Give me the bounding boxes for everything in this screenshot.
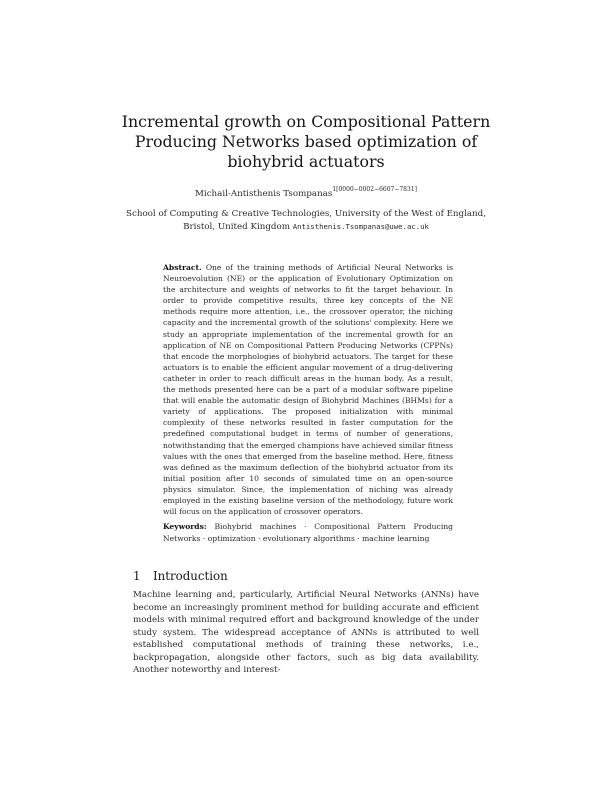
author-email: Antisthenis.Tsompanas@uwe.ac.uk: [292, 221, 429, 231]
keywords: [163, 521, 453, 544]
affiliation-text: School of Computing & Creative Technologies, University of the West of England, Bristol, United Kingdom: [126, 209, 486, 232]
keywords-text: Biohybrid machines · Compositional Pattern Producing Networks · optimization · evolutionary algorithms · machine learning: [163, 522, 453, 543]
keywords-label: Keywords:: [163, 522, 207, 531]
author-line: [120, 185, 492, 200]
abstract: [163, 262, 453, 517]
intro-paragraph: Machine learning and, particularly, Artificial Neural Networks (ANNs) have become an increasingly prominent method for building accurate and efficient models with minimal required effort and background knowledge of the under study system. The widespread acceptance of ANNs is attributed to well established computational methods of training these networks, i.e., backpropagation, alongside other factors, such as big data availability. Another noteworthy and interest-: [133, 590, 479, 675]
abstract-text: One of the training methods of Artificial Neural Networks is Neuroevolution (NE) or the application of Evolutionary Optimization on the architecture and weights of networks to fit the target behaviour. In order to provide competitive results, three key concepts of the NE methods require more attention, i.e., the crossover operator, the niching capacity and the incremental growth of the solutions' complexity. Here we study an appropriate implementation of the incremental growth for an application of NE on Compositional Pattern Producing Networks (CPPNs) that encode the morphologies of biohybrid actuators. The target for these actuators is to enable the efficient angular movement of a drug-delivering catheter in order to reach difficult areas in the human body. As a result, the methods presented here can be a part of a modular software pipeline that will enable the automatic design of Biohybrid Machines (BHMs) for a variety of applications. The proposed initialization with minimal complexity of these networks resulted in faster computation for the predefined computational budget in terms of number of generations, notwithstanding that the emerged champions have achieved similar fitness values with the ones that emerged from the baseline method. Here, fitness was defined as the maximum deflection of the biohybrid actuator from its initial position after 10 seconds of simulated time on an open-source physics simulator. Since, the implementation of niching was already employed in the existing baseline version of the methodology, future work will focus on the application of crossover operators.: [163, 263, 453, 517]
section-title: Introduction: [153, 569, 228, 583]
paper-title: Incremental growth on Compositional Pattern Producing Networks based optimization of biohybrid actuators: [121, 112, 491, 171]
author-orcid: 1[0000−0002−6607−7831]: [332, 186, 417, 193]
section-heading: [133, 568, 228, 584]
author-name: Michail-Antisthenis Tsompanas: [195, 188, 333, 199]
abstract-label: Abstract.: [163, 263, 202, 272]
affiliation: [120, 208, 492, 233]
section-number: 1: [133, 569, 141, 583]
